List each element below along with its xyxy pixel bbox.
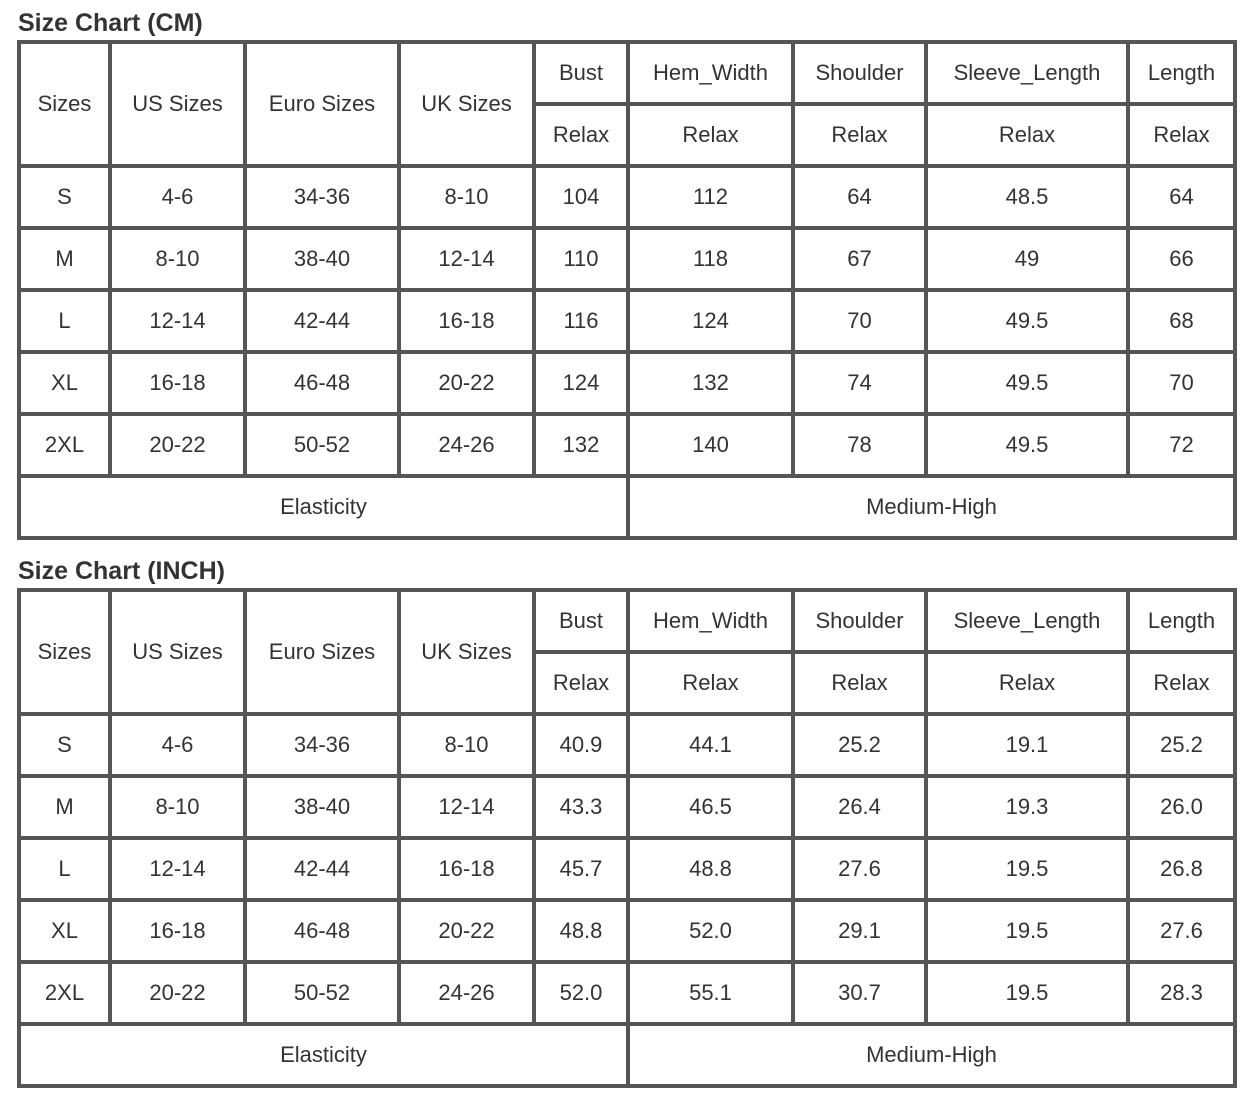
cell-bust: 52.0 [534, 962, 628, 1024]
header-shoulder: Shoulder [793, 590, 926, 652]
cell-sizes: S [19, 714, 110, 776]
elasticity-row [19, 476, 1235, 538]
header-length: Length [1128, 590, 1235, 652]
elasticity-label: Elasticity [19, 476, 628, 538]
header-row [19, 590, 1235, 652]
header-hem-width: Hem_Width [628, 42, 793, 104]
cell-uk-sizes: 8-10 [399, 714, 534, 776]
table-row [19, 228, 1235, 290]
cell-shoulder: 74 [793, 352, 926, 414]
cell-us-sizes: 16-18 [110, 900, 245, 962]
cell-sleeve-length: 49 [926, 228, 1128, 290]
cell-shoulder: 30.7 [793, 962, 926, 1024]
cell-sleeve-length: 19.5 [926, 900, 1128, 962]
table-row [19, 838, 1235, 900]
cell-bust: 132 [534, 414, 628, 476]
cell-shoulder: 67 [793, 228, 926, 290]
cell-uk-sizes: 8-10 [399, 166, 534, 228]
cell-us-sizes: 16-18 [110, 352, 245, 414]
cell-sleeve-length: 49.5 [926, 414, 1128, 476]
cell-hem-width: 55.1 [628, 962, 793, 1024]
cell-shoulder: 29.1 [793, 900, 926, 962]
cell-us-sizes: 4-6 [110, 714, 245, 776]
cell-bust: 48.8 [534, 900, 628, 962]
header-shoulder: Shoulder [793, 42, 926, 104]
cell-us-sizes: 8-10 [110, 776, 245, 838]
size-chart-inch-title: Size Chart (INCH) [18, 557, 225, 585]
cell-uk-sizes: 16-18 [399, 290, 534, 352]
cell-euro-sizes: 46-48 [245, 352, 399, 414]
cell-bust: 116 [534, 290, 628, 352]
cell-sizes: 2XL [19, 414, 110, 476]
cell-hem-width: 48.8 [628, 838, 793, 900]
cell-us-sizes: 20-22 [110, 414, 245, 476]
subheader-relax: Relax [926, 104, 1128, 166]
cell-length: 68 [1128, 290, 1235, 352]
cell-sleeve-length: 49.5 [926, 290, 1128, 352]
cell-euro-sizes: 34-36 [245, 714, 399, 776]
cell-euro-sizes: 46-48 [245, 900, 399, 962]
cell-us-sizes: 8-10 [110, 228, 245, 290]
cell-bust: 43.3 [534, 776, 628, 838]
table-row [19, 776, 1235, 838]
cell-uk-sizes: 24-26 [399, 414, 534, 476]
cell-sizes: S [19, 166, 110, 228]
cell-sleeve-length: 19.5 [926, 838, 1128, 900]
cell-sizes: M [19, 776, 110, 838]
subheader-relax: Relax [926, 652, 1128, 714]
table-row [19, 962, 1235, 1024]
cell-euro-sizes: 50-52 [245, 962, 399, 1024]
subheader-relax: Relax [793, 652, 926, 714]
cell-euro-sizes: 34-36 [245, 166, 399, 228]
cell-bust: 110 [534, 228, 628, 290]
header-sleeve-length: Sleeve_Length [926, 42, 1128, 104]
cell-length: 26.0 [1128, 776, 1235, 838]
cell-length: 25.2 [1128, 714, 1235, 776]
elasticity-row [19, 1024, 1235, 1086]
size-chart-inch-table [17, 588, 1237, 1088]
table-row [19, 166, 1235, 228]
header-bust: Bust [534, 590, 628, 652]
cell-hem-width: 112 [628, 166, 793, 228]
cell-euro-sizes: 50-52 [245, 414, 399, 476]
cell-bust: 45.7 [534, 838, 628, 900]
header-bust: Bust [534, 42, 628, 104]
size-chart-cm-title: Size Chart (CM) [18, 9, 203, 37]
cell-length: 26.8 [1128, 838, 1235, 900]
subheader-relax: Relax [1128, 104, 1235, 166]
cell-sizes: L [19, 290, 110, 352]
cell-sleeve-length: 19.3 [926, 776, 1128, 838]
cell-shoulder: 70 [793, 290, 926, 352]
cell-us-sizes: 12-14 [110, 838, 245, 900]
subheader-relax: Relax [534, 104, 628, 166]
header-euro-sizes: Euro Sizes [245, 590, 399, 714]
subheader-relax: Relax [1128, 652, 1235, 714]
cell-length: 27.6 [1128, 900, 1235, 962]
cell-uk-sizes: 20-22 [399, 900, 534, 962]
cell-us-sizes: 20-22 [110, 962, 245, 1024]
cell-length: 28.3 [1128, 962, 1235, 1024]
header-us-sizes: US Sizes [110, 590, 245, 714]
table-row [19, 290, 1235, 352]
cell-hem-width: 118 [628, 228, 793, 290]
cell-sizes: XL [19, 352, 110, 414]
table-row [19, 900, 1235, 962]
header-row [19, 42, 1235, 104]
cell-sleeve-length: 19.1 [926, 714, 1128, 776]
cell-shoulder: 64 [793, 166, 926, 228]
cell-hem-width: 132 [628, 352, 793, 414]
cell-bust: 104 [534, 166, 628, 228]
cell-bust: 124 [534, 352, 628, 414]
subheader-relax: Relax [793, 104, 926, 166]
elasticity-value: Medium-High [628, 1024, 1235, 1086]
table-row [19, 414, 1235, 476]
cell-euro-sizes: 38-40 [245, 228, 399, 290]
cell-shoulder: 27.6 [793, 838, 926, 900]
header-euro-sizes: Euro Sizes [245, 42, 399, 166]
cell-euro-sizes: 42-44 [245, 838, 399, 900]
cell-sleeve-length: 19.5 [926, 962, 1128, 1024]
elasticity-label: Elasticity [19, 1024, 628, 1086]
table-row [19, 352, 1235, 414]
subheader-relax: Relax [534, 652, 628, 714]
cell-sleeve-length: 48.5 [926, 166, 1128, 228]
size-chart-cm-table [17, 40, 1237, 540]
cell-length: 70 [1128, 352, 1235, 414]
cell-hem-width: 44.1 [628, 714, 793, 776]
cell-us-sizes: 4-6 [110, 166, 245, 228]
header-us-sizes: US Sizes [110, 42, 245, 166]
cell-euro-sizes: 42-44 [245, 290, 399, 352]
cell-uk-sizes: 20-22 [399, 352, 534, 414]
cell-uk-sizes: 24-26 [399, 962, 534, 1024]
table-row [19, 714, 1235, 776]
cell-hem-width: 52.0 [628, 900, 793, 962]
header-sizes: Sizes [19, 42, 110, 166]
subheader-relax: Relax [628, 104, 793, 166]
cell-uk-sizes: 12-14 [399, 228, 534, 290]
subheader-relax: Relax [628, 652, 793, 714]
cell-uk-sizes: 12-14 [399, 776, 534, 838]
cell-shoulder: 26.4 [793, 776, 926, 838]
header-sizes: Sizes [19, 590, 110, 714]
cell-bust: 40.9 [534, 714, 628, 776]
cell-sizes: XL [19, 900, 110, 962]
cell-shoulder: 25.2 [793, 714, 926, 776]
cell-hem-width: 124 [628, 290, 793, 352]
cell-hem-width: 140 [628, 414, 793, 476]
cell-sizes: M [19, 228, 110, 290]
header-hem-width: Hem_Width [628, 590, 793, 652]
cell-us-sizes: 12-14 [110, 290, 245, 352]
cell-uk-sizes: 16-18 [399, 838, 534, 900]
elasticity-value: Medium-High [628, 476, 1235, 538]
cell-sizes: L [19, 838, 110, 900]
header-length: Length [1128, 42, 1235, 104]
cell-sleeve-length: 49.5 [926, 352, 1128, 414]
cell-hem-width: 46.5 [628, 776, 793, 838]
cell-length: 64 [1128, 166, 1235, 228]
cell-euro-sizes: 38-40 [245, 776, 399, 838]
cell-sizes: 2XL [19, 962, 110, 1024]
cell-length: 66 [1128, 228, 1235, 290]
cell-length: 72 [1128, 414, 1235, 476]
header-sleeve-length: Sleeve_Length [926, 590, 1128, 652]
cell-shoulder: 78 [793, 414, 926, 476]
header-uk-sizes: UK Sizes [399, 42, 534, 166]
header-uk-sizes: UK Sizes [399, 590, 534, 714]
